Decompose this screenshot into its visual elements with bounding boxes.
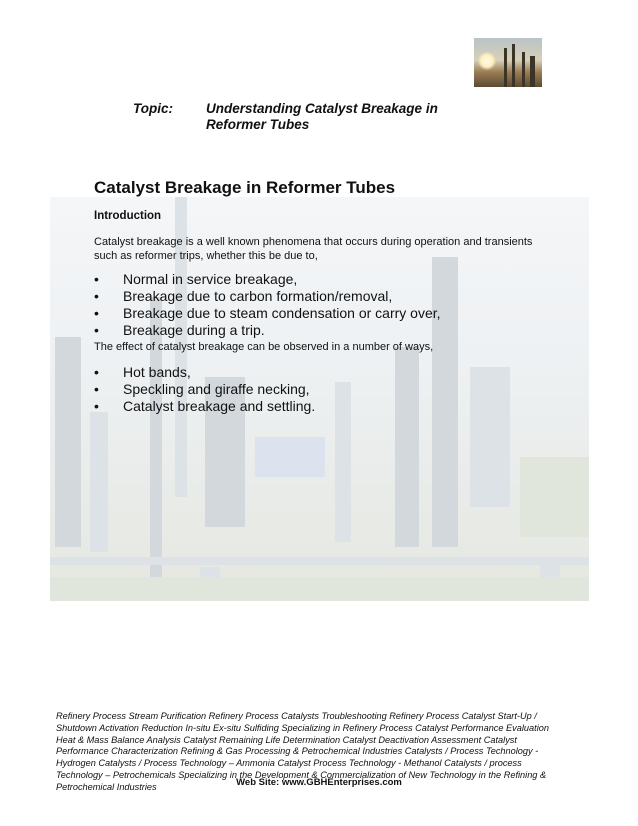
footer-services-text: Refinery Process Stream Purification Refinery Process Catalysts Troubleshooting Refinery Process Catalyst Start-Up / Shutdown Activation Reduction In-situ Ex-situ Sulfiding Specializing in Refinery Process Catalyst Performance Evaluation Heat & Mass Balance Analysis Catalyst Remaining Life Determination Catalyst Deactivation Assessment Catalyst Performance Characterization Refining & Gas Processing & Petrochemical Industries Catalysts / Process Technology - Hydrogen Catalysts / Process Technology – Ammonia Catalyst Process Technology - Methanol Catalysts / process Technology – Petrochemicals Specializing in the Development & Commercialization of New Technology in the Refining & Petrochemical Industries [56, 711, 549, 792]
refinery-logo-image [474, 38, 542, 87]
list-item: • Breakage due to steam condensation or carry over, [94, 305, 441, 322]
section-heading: Introduction [94, 210, 162, 222]
list-item: • Breakage during a trip. [94, 322, 441, 339]
website-link[interactable]: Web Site: www.GBHEnterprises.com [236, 777, 402, 788]
causes-list [94, 271, 441, 339]
list-item: • Normal in service breakage, [94, 271, 441, 288]
list-item: • Speckling and giraffe necking, [94, 381, 315, 398]
intro-paragraph: Catalyst breakage is a well known phenomena that occurs during operation and transients such as reformer trips, whether this be due to, [94, 236, 533, 262]
list-item: • Hot bands, [94, 364, 315, 381]
effect-paragraph: The effect of catalyst breakage can be observed in a number of ways, [94, 341, 434, 353]
sun-glow-graphic [478, 52, 496, 70]
list-item: • Catalyst breakage and settling. [94, 398, 315, 415]
topic-text: Understanding Catalyst Breakage in Reformer Tubes [206, 101, 438, 132]
topic-label: Topic: [133, 101, 173, 116]
effects-list [94, 364, 315, 415]
page-title: Catalyst Breakage in Reformer Tubes [94, 178, 396, 197]
list-item: • Breakage due to carbon formation/removal, [94, 288, 441, 305]
